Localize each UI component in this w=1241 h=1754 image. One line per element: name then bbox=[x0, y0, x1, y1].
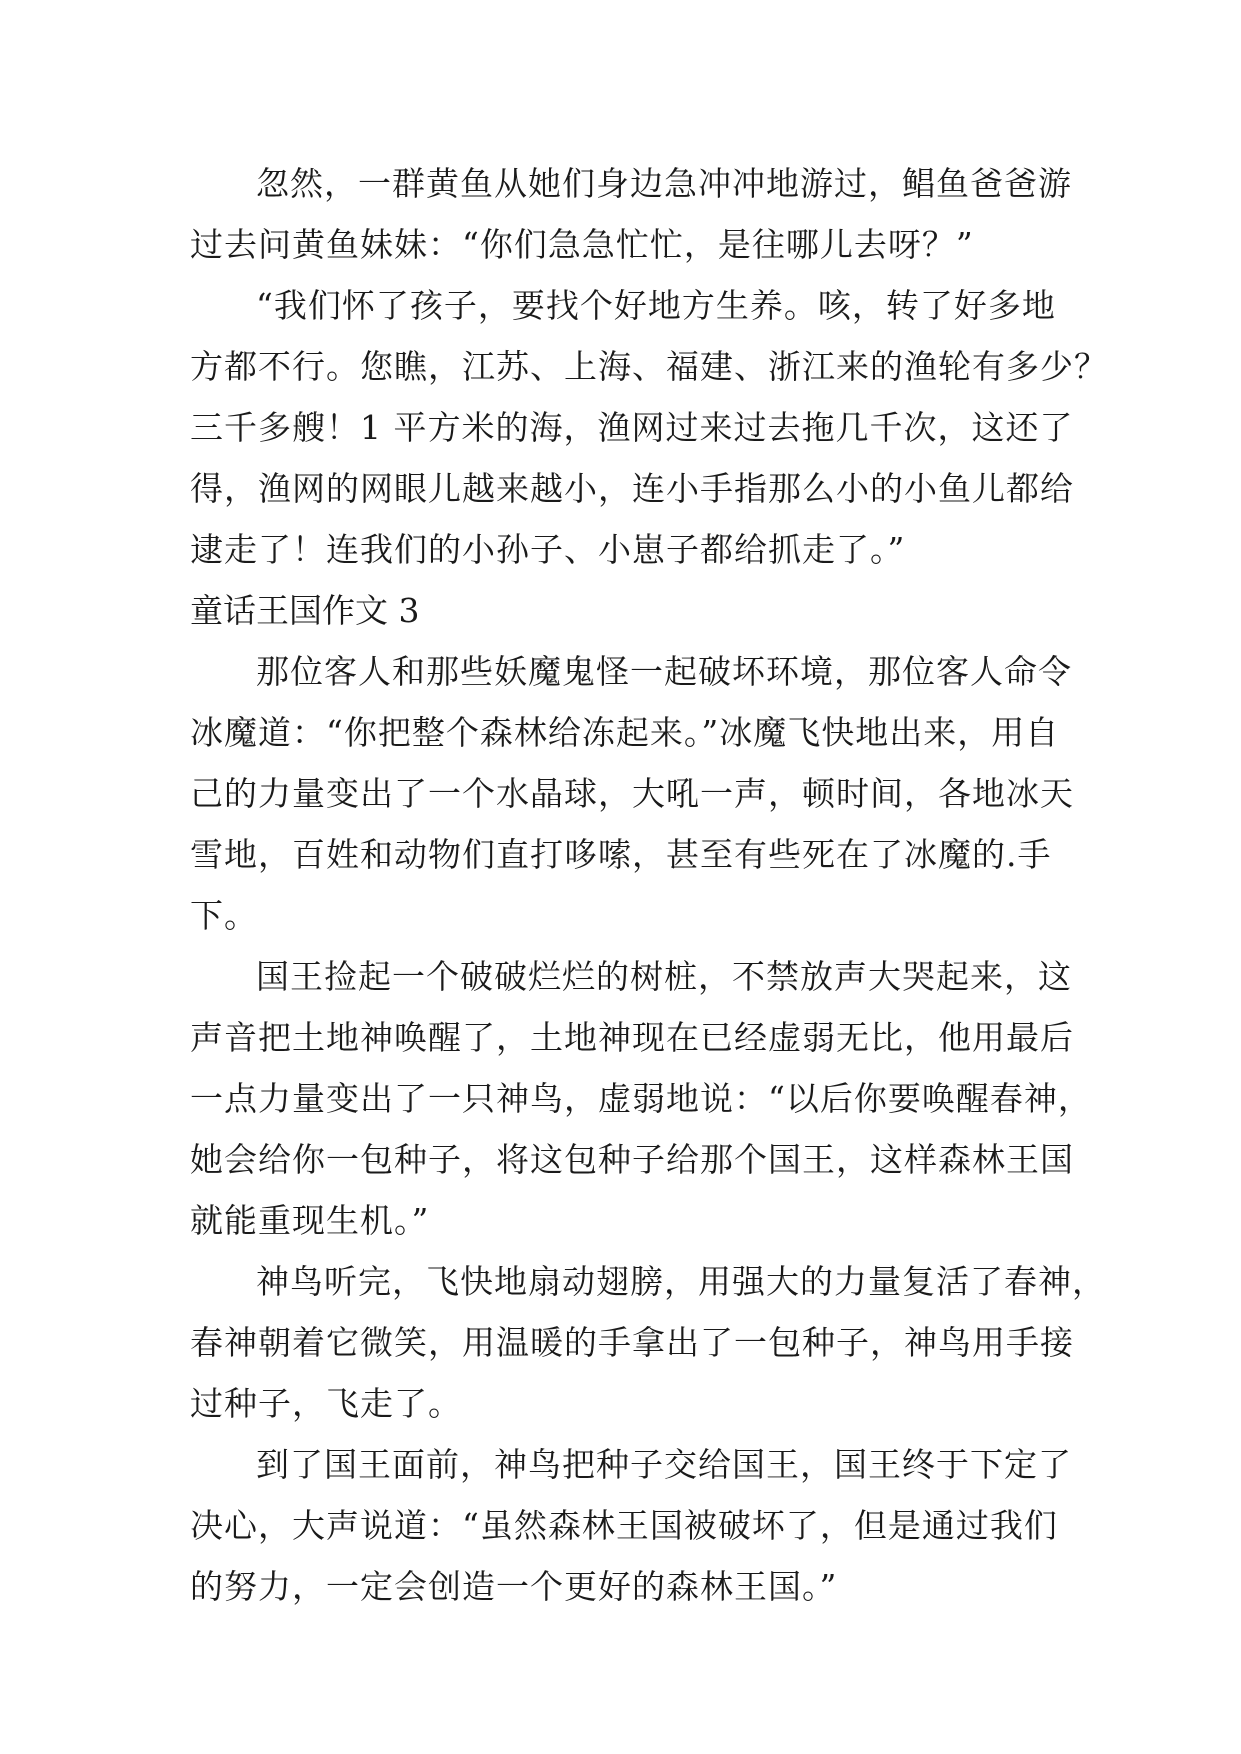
paragraph-line: 三千多艘！1 平方米的海，渔网过来过去拖几千次，这还了 bbox=[190, 408, 1074, 447]
paragraph-line: 神鸟听完，飞快地扇动翅膀，用强大的力量复活了春神， bbox=[256, 1262, 1106, 1301]
paragraph-line: 声音把土地神唤醒了，土地神现在已经虚弱无比，他用最后 bbox=[190, 1018, 1074, 1057]
paragraph-line: 国王捡起一个破破烂烂的树桩，不禁放声大哭起来，这 bbox=[256, 957, 1072, 996]
paragraph-line: 的努力，一定会创造一个更好的森林王国。” bbox=[190, 1567, 838, 1606]
paragraph-line: “我们怀了孩子，要找个好地方生养。咳，转了好多地 bbox=[256, 286, 1056, 325]
paragraph-line: 方都不行。您瞧，江苏、上海、福建、浙江来的渔轮有多少？ bbox=[190, 347, 1108, 386]
paragraph-line: 就能重现生机。” bbox=[190, 1201, 430, 1240]
paragraph-line: 到了国王面前，神鸟把种子交给国王，国王终于下定了 bbox=[256, 1445, 1072, 1484]
paragraph-line: 己的力量变出了一个水晶球，大吼一声，顿时间，各地冰天 bbox=[190, 774, 1074, 813]
paragraph-line: 过去问黄鱼妹妹：“你们急急忙忙，是往哪儿去呀？” bbox=[190, 225, 974, 264]
paragraph-line: 一点力量变出了一只神鸟，虚弱地说：“以后你要唤醒春神， bbox=[190, 1079, 1092, 1118]
paragraph-line: 决心，大声说道：“虽然森林王国被破坏了，但是通过我们 bbox=[190, 1506, 1058, 1545]
paragraph-line: 得，渔网的网眼儿越来越小，连小手指那么小的小鱼儿都给 bbox=[190, 469, 1074, 508]
paragraph-line: 冰魔道：“你把整个森林给冻起来。”冰魔飞快地出来，用自 bbox=[190, 713, 1060, 752]
paragraph-line: 下。 bbox=[190, 896, 258, 935]
paragraph-line: 她会给你一包种子，将这包种子给那个国王，这样森林王国 bbox=[190, 1140, 1074, 1179]
paragraph-line: 雪地，百姓和动物们直打哆嗦，甚至有些死在了冰魔的.手 bbox=[190, 835, 1052, 874]
document-page bbox=[190, 153, 1108, 1617]
paragraph-line: 逮走了！连我们的小孙子、小崽子都给抓走了。” bbox=[190, 530, 906, 569]
paragraph-line: 忽然，一群黄鱼从她们身边急冲冲地游过，鲳鱼爸爸游 bbox=[256, 164, 1072, 203]
paragraph-line: 春神朝着它微笑，用温暖的手拿出了一包种子，神鸟用手接 bbox=[190, 1323, 1074, 1362]
paragraph-line: 过种子，飞走了。 bbox=[190, 1384, 462, 1423]
section-heading: 童话王国作文 3 bbox=[190, 591, 420, 630]
paragraph-line: 那位客人和那些妖魔鬼怪一起破坏环境，那位客人命令 bbox=[256, 652, 1072, 691]
